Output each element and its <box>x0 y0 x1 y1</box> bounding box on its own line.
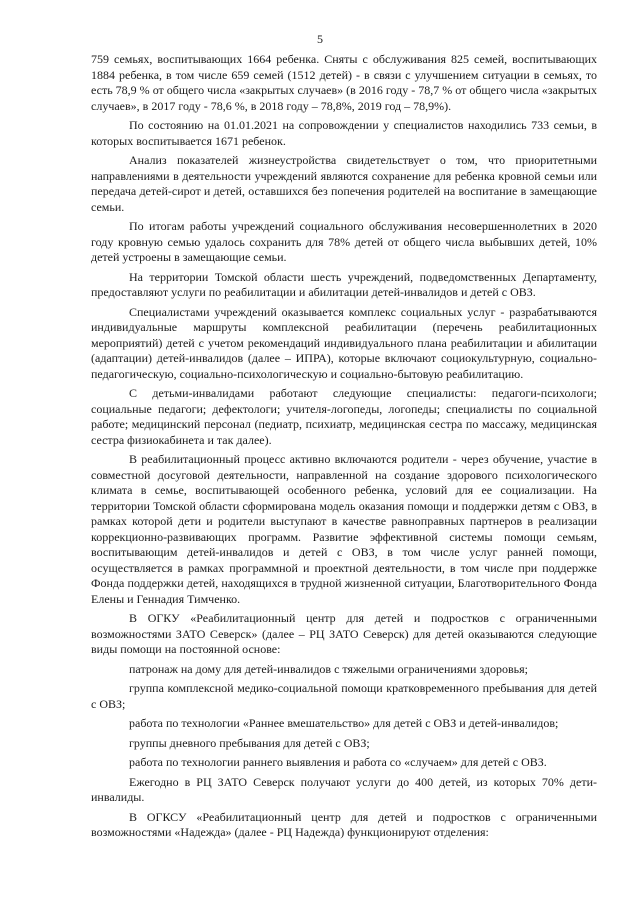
list-item: работа по технологии «Раннее вмешательство» для детей с ОВЗ и детей-инвалидов; <box>129 716 559 730</box>
list-item: группы дневного пребывания для детей с ОВЗ; <box>129 735 370 750</box>
paragraph: На территории Томской области шесть учреждений, подведомственных Департаменту, предоставляют услуги по реабилитации и абилитации детей-инвалидов и детей с ОВЗ. <box>91 269 597 299</box>
paragraph: 759 семьях, воспитывающих 1664 ребенка. Сняты с обслуживания 825 семей, воспитывающих 1884 ребенка, в том числе 659 семей (1512 детей) - в связи с улучшением ситуации в семьях, то есть 78,9 % от общего числа «закрытых случаев» (в 2016 году - 78,7 % от общего числа «закрытых случаев», в 2017 году - 78,6 %, в 2018 году – 78,8%, 2019 год – 78,9%). <box>91 52 597 113</box>
page-number: 5 <box>317 32 323 46</box>
paragraph: С детьми-инвалидами работают следующие специалисты: педагоги-психологи; социальные педагоги; дефектологи; учителя-логопеды, логопеды; специалисты по социальной работе; медицинский персонал (педиатр, психиатр, медицинская сестра по массажу, медицинская сестра физиокабинета и так далее). <box>91 386 597 447</box>
list-item: группа комплексной медико-социальной помощи кратковременного пребывания для детей с ОВЗ; <box>91 681 597 711</box>
paragraph: В ОГКСУ «Реабилитационный центр для детей и подростков с ограниченными возможностями «Надежда» (далее - РЦ Надежда) функционируют отделения: <box>91 809 597 839</box>
paragraph: Анализ показателей жизнеустройства свидетельствует о том, что приоритетными направлениями в деятельности учреждений являются сохранение для ребенка кровной семьи или передача детей-сирот и детей, оставшихся без попечения родителей на воспитание в замещающие семьи. <box>91 153 597 214</box>
list-item: работа по технологии раннего выявления и работа со «случаем» для детей с ОВЗ. <box>129 755 547 769</box>
paragraph: В ОГКУ «Реабилитационный центр для детей и подростков с ограниченными возможностями ЗАТО Северск» (далее – РЦ ЗАТО Северск) для детей оказываются следующие виды помощи на постоянной основе: <box>91 611 597 656</box>
paragraph: По состоянию на 01.01.2021 на сопровождении у специалистов находились 733 семьи, в которых воспитывается 1671 ребенок. <box>91 118 597 148</box>
paragraph: В реабилитационный процесс активно включаются родители - через обучение, участие в совместной досуговой деятельности, направленной на создание здорового психологического климата в семье, воспитывающей особенного ребенка, условий для ее социализации. На территории Томской области сформирована модель оказания помощи и поддержки детям с ОВЗ, в рамках которой дети и родители выступают в качестве равноправных партнеров в реализации коррекционно-развивающих программ. Развитие эффективной системы помощи семьям, воспитывающим детей-инвалидов и детей с ОВЗ, в том числе услуг ранней помощи, осуществляется в рамках программной и проектной деятельности, в том числе при поддержке Фонда поддержки детей, находящихся в трудной жизненной ситуации, Благотворительного Фонда Елены и Геннадия Тимченко. <box>91 452 597 606</box>
paragraph: Специалистами учреждений оказывается комплекс социальных услуг - разрабатываются индивидуальные маршруты комплексной реабилитации (перечень реабилитационных мероприятий) детей с учетом рекомендаций индивидуального плана реабилитации и абилитации (адаптации) детей-инвалидов (далее – ИПРА), которые включают социокультурную, социально-педагогическую, социально-психологическую и социально-бытовую реабилитацию. <box>91 304 597 381</box>
document-body <box>91 52 597 845</box>
list-item: патронаж на дому для детей-инвалидов с тяжелыми ограничениями здоровья; <box>129 661 528 676</box>
paragraph: По итогам работы учреждений социального обслуживания несовершеннолетних в 2020 году кровную семью удалось сохранить для 78% детей от общего числа выбывших детей, 10% детей устроены в замещающие семьи. <box>91 219 597 264</box>
paragraph: Ежегодно в РЦ ЗАТО Северск получают услуги до 400 детей, из которых 70% дети-инвалиды. <box>91 774 597 804</box>
